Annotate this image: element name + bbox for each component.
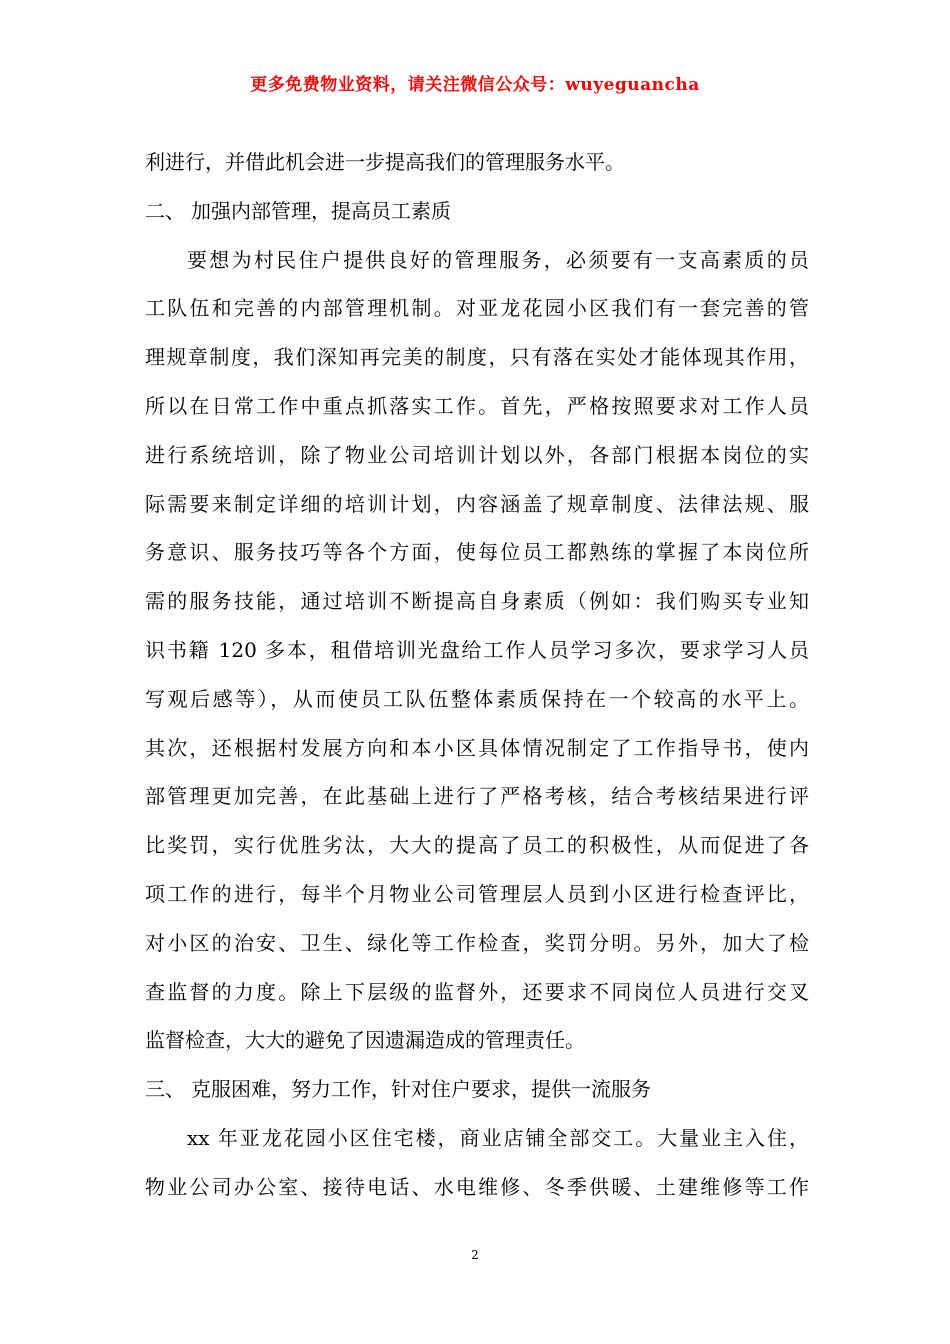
section-title: 克服困难，努力工作，针对住户要求，提供一流服务	[191, 1077, 651, 1102]
body-line: 际需要来制定详细的培训计划，内容涵盖了规章制度、法律法规、服	[145, 491, 809, 516]
body-line: 比奖罚，实行优胜劣汰，大大的提高了员工的积极性，从而促进了各	[145, 833, 809, 858]
body-line: 工队伍和完善的内部管理机制。对亚龙花园小区我们有一套完善的管	[145, 296, 809, 321]
body-line: 查监督的力度。除上下层级的监督外，还要求不同岗位人员进行交叉	[145, 979, 809, 1004]
body-line: 部管理更加完善，在此基础上进行了严格考核，结合考核结果进行评	[145, 784, 809, 809]
section-heading-2	[145, 187, 809, 236]
section-number: 三、	[145, 1077, 185, 1102]
body-line: 需的服务技能，通过培训不断提高自身素质（例如：我们购买专业知	[145, 589, 809, 614]
body-line: 务意识、服务技巧等各个方面，使每位员工都熟练的掌握了本岗位所	[145, 540, 809, 565]
body-line: 写观后感等），从而使员工队伍整体素质保持在一个较高的水平上。	[145, 686, 809, 711]
body-line: 所以在日常工作中重点抓落实工作。首先，严格按照要求对工作人员	[145, 393, 809, 418]
document-body	[145, 138, 809, 1212]
section-number: 二、	[145, 198, 185, 223]
body-line: 利进行，并借此机会进一步提高我们的管理服务水平。	[145, 150, 625, 174]
body-line: 其次，还根据村发展方向和本小区具体情况制定了工作指导书，使内	[145, 735, 809, 760]
wechat-banner: 更多免费物业资料，请关注微信公众号：wuyeguancha	[250, 75, 700, 95]
body-line: 对小区的治安、卫生、绿化等工作检查，奖罚分明。另外，加大了检	[145, 930, 809, 955]
body-line: 物业公司办公室、接待电话、水电维修、冬季供暖、土建维修等工作	[145, 1174, 809, 1199]
body-line: 理规章制度，我们深知再完美的制度，只有落在实处才能体现其作用，	[145, 345, 809, 370]
body-line: 识书籍 120 多本，租借培训光盘给工作人员学习多次，要求学习人员	[145, 637, 809, 662]
body-line: 进行系统培训，除了物业公司培训计划以外，各部门根据本岗位的实	[145, 442, 809, 467]
body-line: 监督检查，大大的避免了因遗漏造成的管理责任。	[145, 1028, 585, 1053]
body-line: 项工作的进行，每半个月物业公司管理层人员到小区进行检查评比，	[145, 881, 809, 906]
body-line: xx 年亚龙花园小区住宅楼，商业店铺全部交工。大量业主入住，	[187, 1125, 809, 1150]
page-number: 2	[471, 1248, 479, 1262]
body-line: 要想为村民住户提供良好的管理服务，必须要有一支高素质的员	[187, 247, 809, 272]
section-title: 加强内部管理，提高员工素质	[191, 198, 451, 223]
section-heading-3	[145, 1065, 809, 1114]
